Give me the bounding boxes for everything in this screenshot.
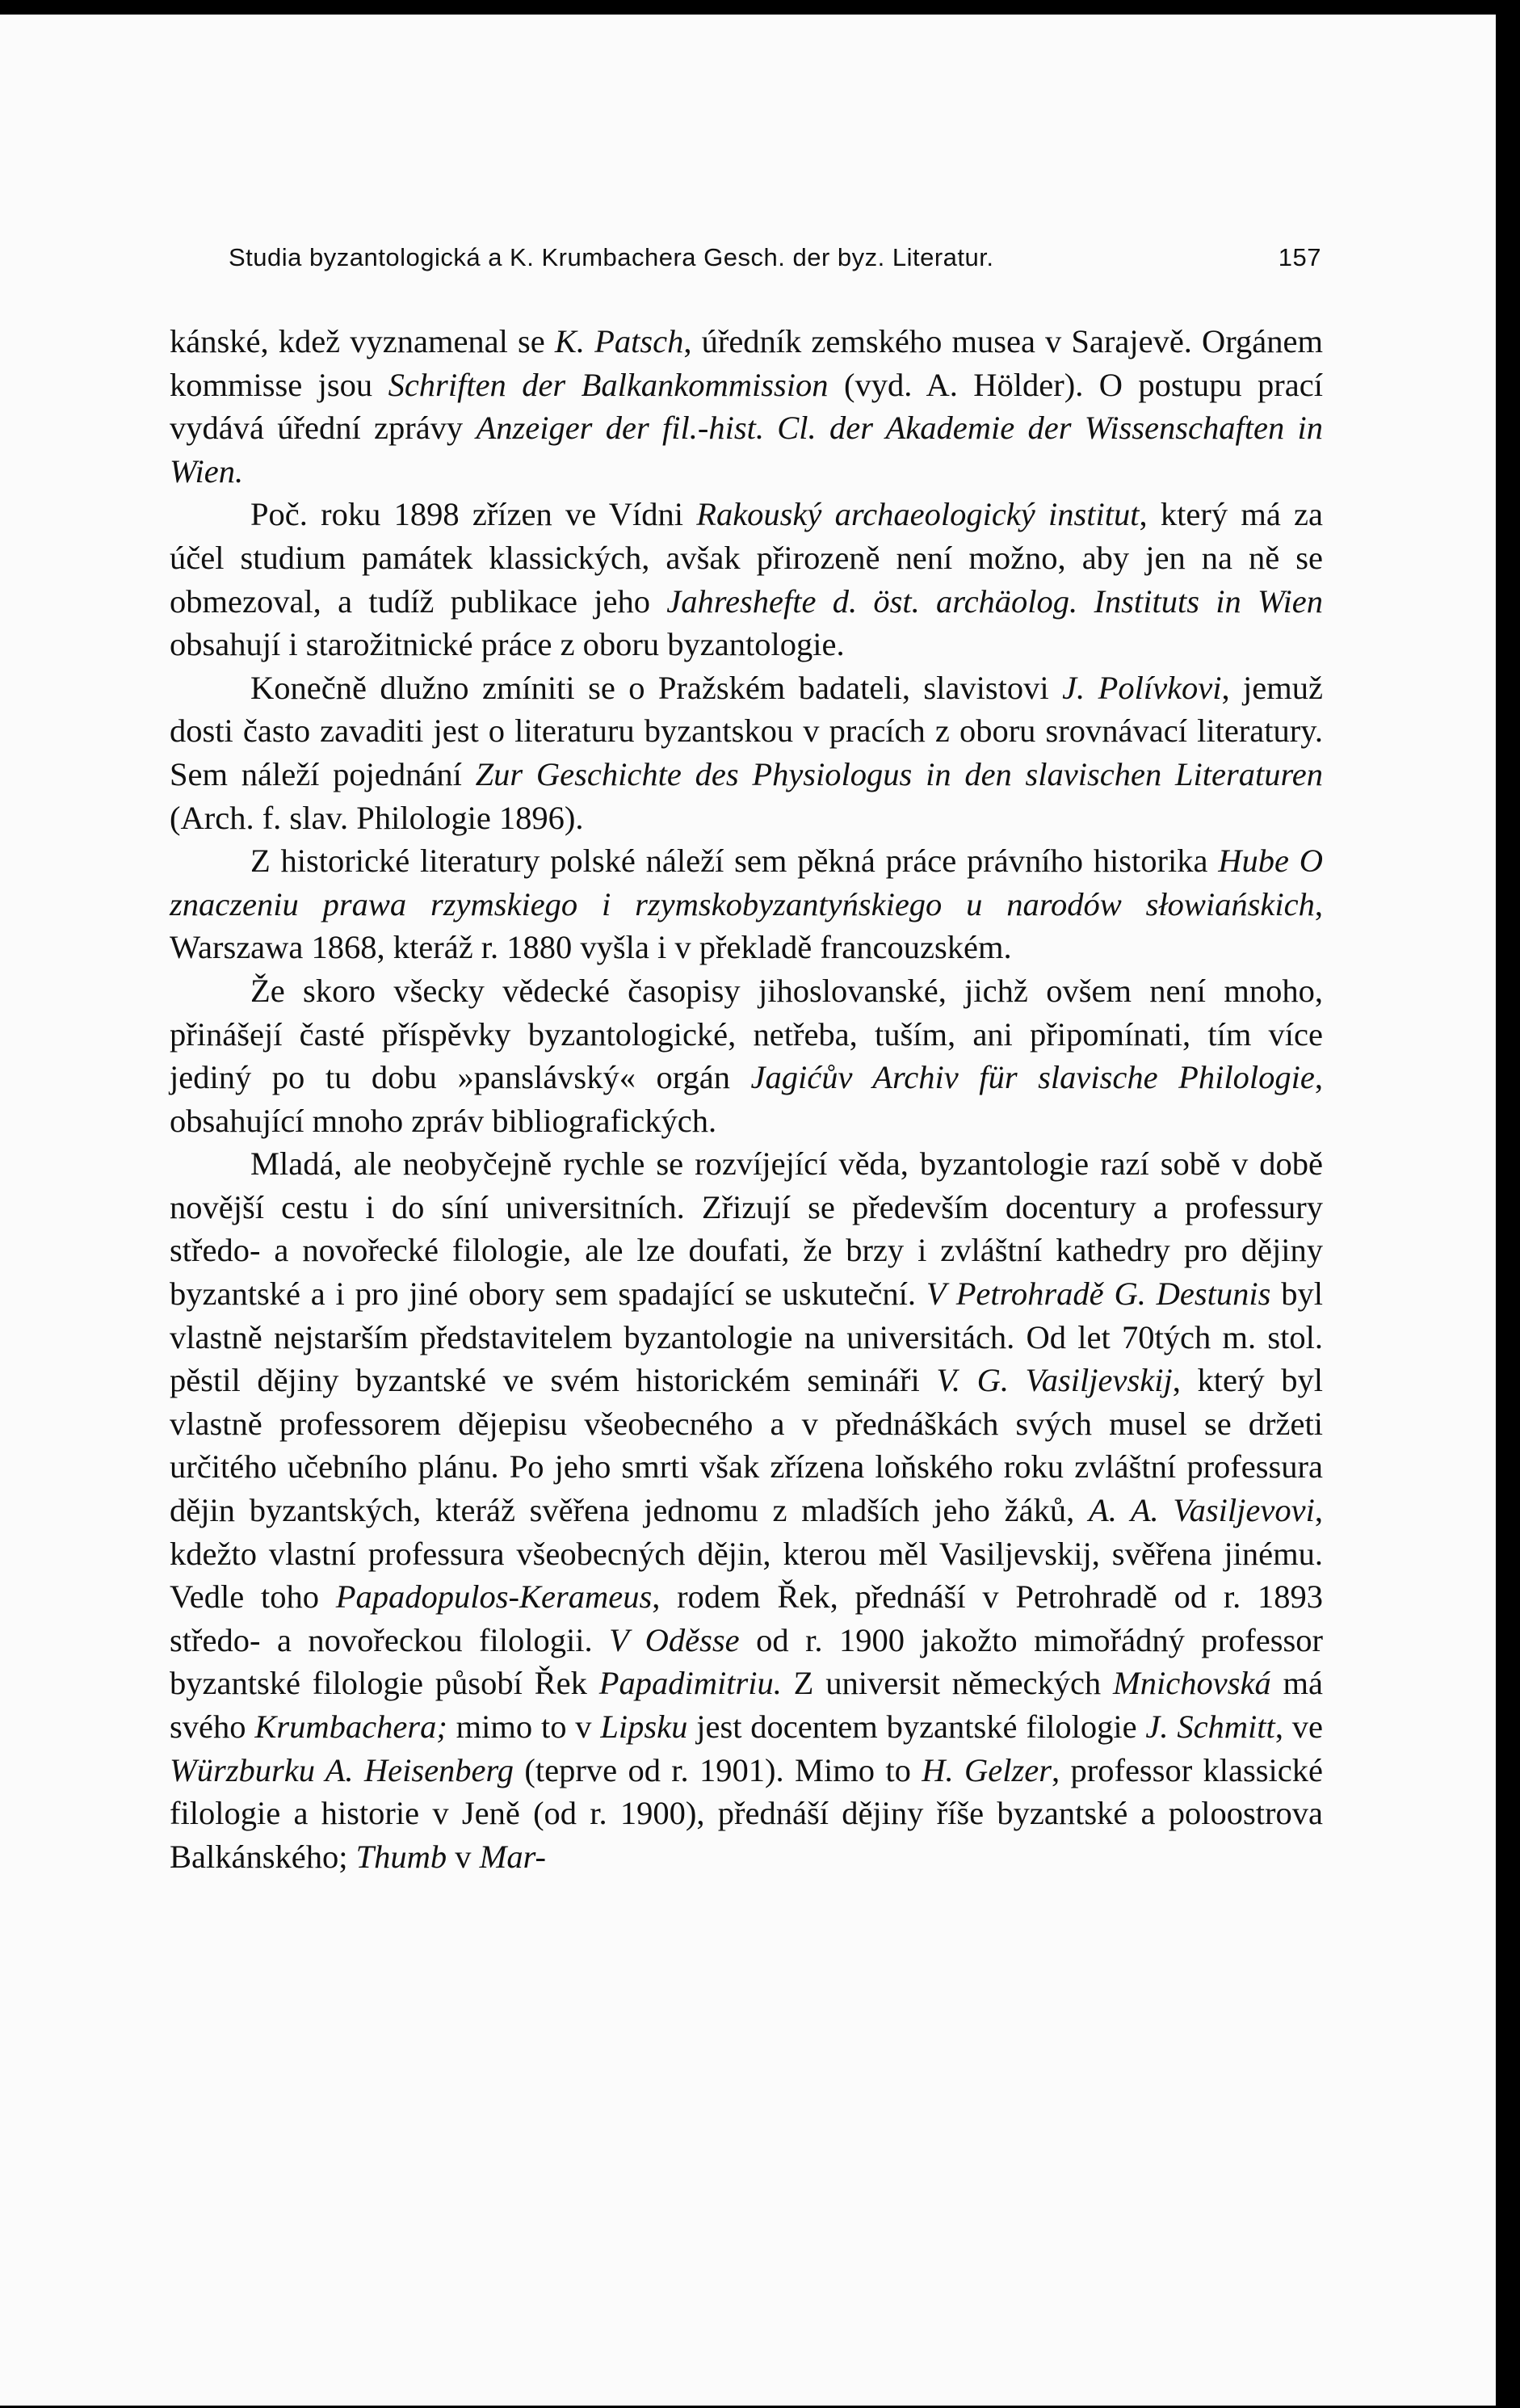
italic-run: Zur Geschichte des Physiologus in den slavischen Literaturen	[475, 755, 1323, 792]
text-run: byl vlastně nejstarším představitelem byzantologie na universitách. Od let 70tých m. stol. pěstil dějiny byzantské ve svém historickém semináři	[170, 1275, 1323, 1399]
text-run: od r. 1900 jakožto mimořádný professor byzantské filologie působí Řek	[170, 1621, 1324, 1702]
text-run: , kdežto vlastní professura všeobecných dějin, kterou měl Vasiljevskij, svěřena jinému. Vedle toho	[170, 1492, 1323, 1616]
text-run: mimo to v	[447, 1708, 601, 1745]
italic-run: Krumbachera;	[254, 1708, 447, 1745]
text-run: , jemuž dosti často zavaditi jest o literaturu byzantskou v pracích z oboru srovnávací literatury. Sem náleží pojednání	[170, 669, 1323, 792]
text-run: (Arch. f. slav. Philologie 1896).	[170, 799, 584, 836]
page-number: 157	[1278, 243, 1321, 271]
italic-run: J. Polívkovi	[1062, 669, 1222, 706]
text-run: má svého	[170, 1665, 1324, 1745]
italic-run: Thumb	[355, 1838, 447, 1875]
text-run: (vyd. A. Hölder). O postupu prací vydává úřední zprávy	[170, 366, 1323, 447]
italic-run: Mar-	[479, 1838, 547, 1875]
italic-run: V. G. Vasiljevskij	[936, 1362, 1173, 1399]
paragraph	[170, 493, 1323, 666]
paragraph	[170, 839, 1323, 969]
italic-run: Jahreshefte d. öst. archäolog. Instituts in Wien	[666, 582, 1323, 620]
text-run: Že skoro všecky vědecké časopisy jihoslovanské, jichž ovšem není mnoho, přinášejí časté příspěvky byzantologické, netřeba, tuším, ani připomínati, tím více jediný po tu dobu »panslávský« orgán	[170, 972, 1323, 1096]
text-run: jest docentem byzantské filologie	[687, 1708, 1146, 1745]
text-run: Poč. roku 1898 zřízen ve Vídni	[250, 496, 697, 533]
text-run: , který má za účel studium památek klassických, avšak přirozeně není možno, aby jen na ně se obmezoval, a tudíž publikace jeho	[170, 496, 1324, 620]
italic-run: Rakouský archaeologický institut	[696, 496, 1140, 533]
italic-run: Schriften der Balkankommission	[388, 366, 829, 403]
paragraph	[170, 969, 1323, 1142]
italic-run: Mnichovská	[1113, 1665, 1271, 1702]
italic-run: V Oděsse	[609, 1621, 740, 1658]
italic-run: Jagićův Archiv für slavische Philologie	[750, 1059, 1315, 1096]
paragraph	[170, 320, 1323, 493]
text-run: , professor klassické filologie a historie v Jeně (od r. 1900), přednáší dějiny říše byzantské a poloostrova Balkánského;	[170, 1751, 1323, 1875]
text-run: , Warszawa 1868, kteráž r. 1880 vyšla i v překladě francouzském.	[170, 885, 1323, 966]
text-run: , obsahující mnoho zpráv bibliografických.	[170, 1059, 1323, 1139]
text-run: Z universit německých	[781, 1665, 1114, 1702]
italic-run: J. Schmitt	[1145, 1708, 1275, 1745]
italic-run: V Petrohradě G. Destunis	[926, 1275, 1271, 1313]
italic-run: Anzeiger der fil.-hist. Cl. der Akademie der Wissenschaften in Wien.	[170, 410, 1323, 490]
text-run: Mladá, ale neobyčejně rychle se rozvíjející věda, byzantologie razí sobě v době novější cestu i do síní universitních. Zřizují se především docentury a professury středo- a novořecké filologie, ale lze doufati, že brzy i zvláštní kathedry pro dějiny byzantské a i pro jiné obory sem spadající se uskuteční.	[170, 1145, 1323, 1313]
italic-run: H. Gelzer	[922, 1751, 1052, 1788]
paragraph	[170, 666, 1323, 839]
italic-run: Würzburku A. Heisenberg	[170, 1751, 514, 1788]
text-run: , úředník zemského musea v Sarajevě. Orgánem kommisse jsou	[170, 323, 1324, 403]
italic-run: Papadimitriu.	[598, 1665, 782, 1702]
text-run: Z historické literatury polské náleží sem pěkná práce právního historika	[250, 843, 1219, 880]
text-run: , rodem Řek, přednáší v Petrohradě od r. 1893 středo- a novořeckou filologii.	[170, 1578, 1323, 1658]
italic-run: Hube O znaczeniu prawa rzymskiego i rzymskobyzantyńskiego u narodów słowiańskich	[170, 843, 1323, 922]
text-run: v	[447, 1838, 480, 1875]
text-run: , který byl vlastně professorem dějepisu všeobecného a v přednáškách svých musel se držeti určitého učebního plánu. Po jeho smrti však zřízena loňského roku zvláštní professura dějin byzantských, kteráž svěřena jednomu z mladších jeho žáků,	[170, 1362, 1324, 1529]
paragraph	[170, 1142, 1323, 1878]
body-text	[170, 320, 1323, 1878]
running-title: Studia byzantologická a K. Krumbachera Gesch. der byz. Literatur.	[229, 243, 994, 271]
book-page	[0, 15, 1496, 2406]
text-run: obsahují i starožitnické práce z oboru byzantologie.	[170, 626, 845, 663]
italic-run: Papadopulos-Kerameus	[335, 1578, 653, 1616]
text-run: (teprve od r. 1901). Mimo to	[514, 1751, 922, 1788]
italic-run: K. Patsch	[554, 323, 684, 359]
text-run: Konečně dlužno zmíniti se o Pražském badateli, slavistovi	[250, 669, 1063, 706]
italic-run: Lipsku	[600, 1708, 688, 1745]
text-run: , ve	[1274, 1708, 1323, 1745]
running-header	[229, 243, 1321, 272]
italic-run: A. A. Vasiljevovi	[1088, 1492, 1315, 1529]
text-run: kánské, kdež vyznamenal se	[170, 323, 555, 359]
scan-border	[1496, 0, 1520, 2408]
